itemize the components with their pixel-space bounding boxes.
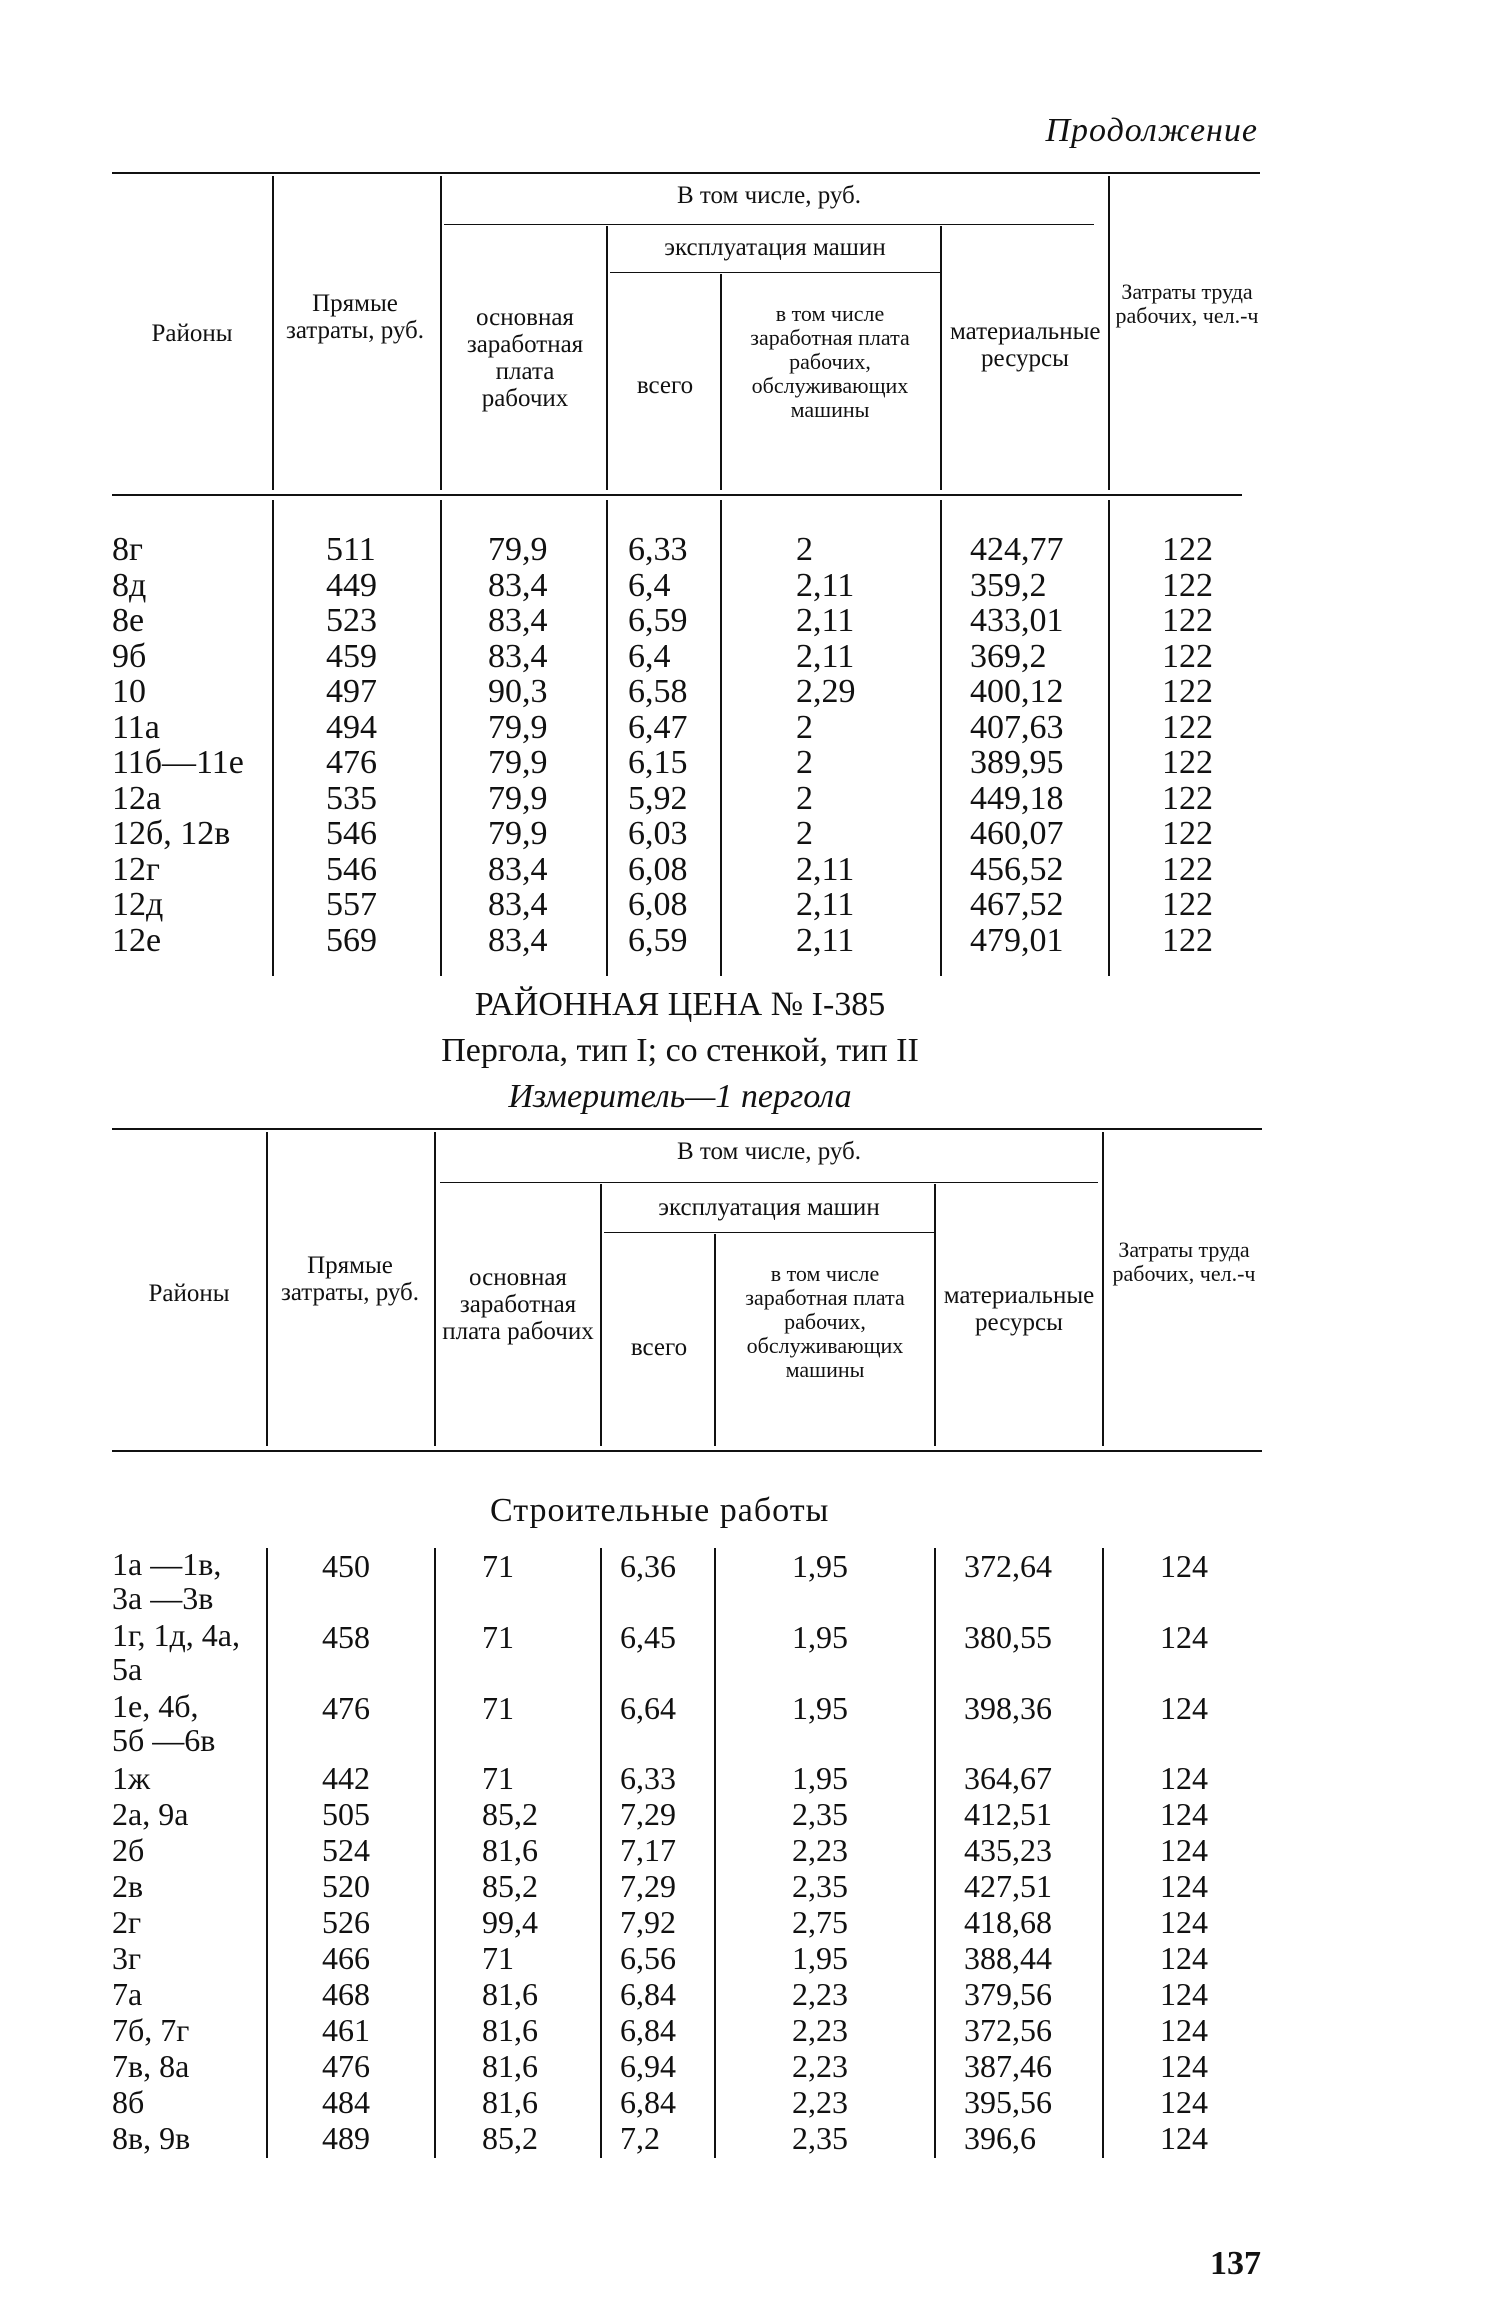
t2-cell: 85,2 bbox=[482, 1796, 538, 1832]
t2-cell: 7в, 8а bbox=[112, 2048, 190, 2084]
t2-cell: 427,51 bbox=[964, 1868, 1052, 1904]
header-districts: Районы bbox=[151, 320, 233, 347]
t1-cell: 83,4 bbox=[488, 921, 548, 959]
t2-header-districts: Районы bbox=[148, 1280, 230, 1307]
t2-cell: 372,64 bbox=[964, 1548, 1052, 1584]
price-subject: Пергола, тип I; со стенкой, тип II bbox=[441, 1032, 919, 1069]
t1-cell: 6,58 bbox=[628, 673, 688, 710]
t2-cell: 2,23 bbox=[792, 2048, 848, 2084]
t2-cell: 124 bbox=[1160, 1548, 1208, 1584]
t1-cell: 122 bbox=[1162, 744, 1213, 781]
t2-cell: 7,29 bbox=[620, 1796, 676, 1832]
t2-cell: 1г, 1д, 4а, bbox=[112, 1617, 240, 1653]
t2-cell: 7б, 7г bbox=[112, 2012, 190, 2048]
t2-cell: 476 bbox=[322, 1690, 370, 1726]
t1-cell: 79,9 bbox=[488, 815, 548, 852]
t1-cell: 122 bbox=[1162, 673, 1213, 710]
t1-cell: 79,9 bbox=[488, 779, 548, 817]
t1-cell: 433,01 bbox=[970, 602, 1064, 639]
t2-cell: 2б bbox=[112, 1832, 145, 1868]
header-total: всего bbox=[636, 372, 694, 399]
t2-cell: 3г bbox=[112, 1940, 142, 1976]
t1-cell: 122 bbox=[1162, 531, 1213, 568]
t2-cell: 2в bbox=[112, 1868, 144, 1904]
t2-cell: 124 bbox=[1160, 1976, 1208, 2012]
t1-cell: 122 bbox=[1162, 886, 1213, 923]
t2-cell: 71 bbox=[482, 1940, 514, 1976]
t2-cell: 7,92 bbox=[620, 1904, 676, 1940]
t2-cell: 71 bbox=[482, 1548, 514, 1584]
t1-cell: 83,4 bbox=[488, 850, 548, 888]
t2-cell: 3а —3в bbox=[112, 1580, 214, 1616]
t1-cell: 2,29 bbox=[796, 673, 856, 710]
t2-cell: 124 bbox=[1160, 1868, 1208, 1904]
t1-cell: 122 bbox=[1162, 921, 1213, 959]
t1-cell: 2,11 bbox=[796, 921, 855, 959]
t2-cell: 124 bbox=[1160, 1760, 1208, 1796]
t1-cell: 479,01 bbox=[970, 921, 1064, 959]
t2-cell: 2,23 bbox=[792, 1976, 848, 2012]
t1-cell: 389,95 bbox=[970, 744, 1064, 781]
t2-cell: 396,6 bbox=[964, 2120, 1036, 2156]
t2-cell: 6,84 bbox=[620, 1976, 676, 2012]
t1-cell: 2,11 bbox=[796, 566, 855, 604]
t2-cell: 1,95 bbox=[792, 1548, 848, 1584]
t2-cell: 7,29 bbox=[620, 1868, 676, 1904]
t2-cell: 2г bbox=[112, 1904, 142, 1940]
t2-cell: 1е, 4б, bbox=[112, 1688, 199, 1724]
t2-cell: 395,56 bbox=[964, 2084, 1052, 2120]
t1-cell: 460,07 bbox=[970, 815, 1064, 852]
t1-cell: 12б, 12в bbox=[112, 815, 231, 852]
t2-cell: 468 bbox=[322, 1976, 370, 2012]
t1-cell: 8г bbox=[112, 531, 143, 568]
t2-header-machine-operation: эксплуатация машин bbox=[658, 1194, 880, 1221]
t1-cell: 407,63 bbox=[970, 708, 1064, 746]
t1-cell: 6,59 bbox=[628, 602, 688, 639]
t2-header-materials: материальные ресурсы bbox=[943, 1282, 1095, 1336]
page-number: 137 bbox=[1210, 2245, 1261, 2282]
t2-cell: 124 bbox=[1160, 2048, 1208, 2084]
section-heading: Строительные работы bbox=[490, 1492, 830, 1529]
t1-cell: 79,9 bbox=[488, 531, 548, 568]
t1-cell: 2,11 bbox=[796, 637, 855, 675]
t1-cell: 122 bbox=[1162, 815, 1213, 852]
t1-cell: 523 bbox=[326, 602, 377, 639]
t2-cell: 71 bbox=[482, 1619, 514, 1655]
t2-cell: 124 bbox=[1160, 1832, 1208, 1868]
t2-cell: 2,23 bbox=[792, 2012, 848, 2048]
t1-cell: 6,59 bbox=[628, 921, 688, 959]
t2-cell: 7,17 bbox=[620, 1832, 676, 1868]
t1-cell: 9б bbox=[112, 637, 147, 675]
t1-cell: 122 bbox=[1162, 566, 1213, 604]
t2-cell: 484 bbox=[322, 2084, 370, 2120]
continuation-label: Продолжение bbox=[1045, 112, 1258, 149]
t2-cell: 461 bbox=[322, 2012, 370, 2048]
t1-cell: 6,15 bbox=[628, 744, 688, 781]
t2-cell: 450 bbox=[322, 1548, 370, 1584]
t2-cell: 1,95 bbox=[792, 1690, 848, 1726]
t2-cell: 5а bbox=[112, 1651, 143, 1687]
t2-cell: 380,55 bbox=[964, 1619, 1052, 1655]
t1-cell: 6,47 bbox=[628, 708, 688, 746]
t2-cell: 520 bbox=[322, 1868, 370, 1904]
t1-cell: 6,33 bbox=[628, 531, 688, 568]
t1-cell: 535 bbox=[326, 779, 377, 817]
t2-cell: 5б —6в bbox=[112, 1722, 216, 1758]
t1-cell: 6,08 bbox=[628, 886, 688, 923]
header-materials: материальные ресурсы bbox=[950, 318, 1101, 372]
header-direct-costs: Прямые затраты, руб. bbox=[285, 290, 425, 344]
t2-cell: 2,23 bbox=[792, 1832, 848, 1868]
t2-cell: 2,35 bbox=[792, 1796, 848, 1832]
t1-cell: 12г bbox=[112, 850, 160, 888]
t2-cell: 372,56 bbox=[964, 2012, 1052, 2048]
t2-cell: 6,33 bbox=[620, 1760, 676, 1796]
t2-cell: 2,35 bbox=[792, 2120, 848, 2156]
t2-cell: 442 bbox=[322, 1760, 370, 1796]
t1-cell: 6,4 bbox=[628, 566, 671, 604]
t1-cell: 12е bbox=[112, 921, 162, 959]
t2-cell: 71 bbox=[482, 1760, 514, 1796]
t1-cell: 369,2 bbox=[970, 637, 1047, 675]
header-incl-wage: в том числе заработная плата рабочих, обслуживающих машины bbox=[750, 301, 910, 422]
price-measure: Измеритель—1 пергола bbox=[508, 1078, 852, 1115]
t2-cell: 124 bbox=[1160, 2120, 1208, 2156]
t1-cell: 12д bbox=[112, 886, 164, 923]
t1-cell: 83,4 bbox=[488, 602, 548, 639]
t1-cell: 122 bbox=[1162, 637, 1213, 675]
t1-cell: 2,11 bbox=[796, 886, 855, 923]
t2-cell: 124 bbox=[1160, 1904, 1208, 1940]
t2-cell: 1,95 bbox=[792, 1619, 848, 1655]
t1-cell: 83,4 bbox=[488, 886, 548, 923]
t1-cell: 459 bbox=[326, 637, 377, 675]
t2-cell: 6,56 bbox=[620, 1940, 676, 1976]
t2-cell: 489 bbox=[322, 2120, 370, 2156]
t2-cell: 526 bbox=[322, 1904, 370, 1940]
t1-cell: 6,03 bbox=[628, 815, 688, 852]
t2-cell: 99,4 bbox=[482, 1904, 538, 1940]
t2-header-total: всего bbox=[630, 1334, 688, 1361]
t1-cell: 10 bbox=[112, 673, 146, 710]
t2-cell: 1,95 bbox=[792, 1760, 848, 1796]
t1-cell: 449,18 bbox=[970, 779, 1064, 817]
t2-cell: 124 bbox=[1160, 1690, 1208, 1726]
t1-cell: 11а bbox=[112, 708, 160, 746]
t1-cell: 8д bbox=[112, 566, 147, 604]
t2-cell: 6,84 bbox=[620, 2012, 676, 2048]
t2-cell: 1а —1в, bbox=[112, 1546, 222, 1582]
t2-cell: 476 bbox=[322, 2048, 370, 2084]
t1-cell: 12а bbox=[112, 779, 162, 817]
t2-cell: 2,35 bbox=[792, 1868, 848, 1904]
t1-cell: 2,11 bbox=[796, 850, 855, 888]
t2-cell: 85,2 bbox=[482, 1868, 538, 1904]
t2-cell: 81,6 bbox=[482, 2012, 538, 2048]
t1-cell: 546 bbox=[326, 850, 377, 888]
t2-cell: 7а bbox=[112, 1976, 143, 2012]
t2-header-direct-costs: Прямые затраты, руб. bbox=[280, 1252, 420, 1306]
t1-cell: 449 bbox=[326, 566, 377, 604]
t1-cell: 83,4 bbox=[488, 637, 548, 675]
t1-cell: 79,9 bbox=[488, 708, 548, 746]
header-labor: Затраты труда рабочих, чел.-ч bbox=[1115, 279, 1259, 328]
t1-cell: 122 bbox=[1162, 708, 1213, 746]
t2-cell: 412,51 bbox=[964, 1796, 1052, 1832]
t1-cell: 6,4 bbox=[628, 637, 671, 675]
t1-cell: 476 bbox=[326, 744, 377, 781]
t2-cell: 398,36 bbox=[964, 1690, 1052, 1726]
t2-cell: 6,84 bbox=[620, 2084, 676, 2120]
t1-cell: 400,12 bbox=[970, 673, 1064, 710]
t1-cell: 79,9 bbox=[488, 744, 548, 781]
t1-cell: 494 bbox=[326, 708, 377, 746]
t1-cell: 2 bbox=[796, 815, 813, 852]
t1-cell: 359,2 bbox=[970, 566, 1047, 604]
header-base-wage: основная заработная плата рабочих bbox=[466, 304, 584, 412]
t1-cell: 90,3 bbox=[488, 673, 548, 710]
t1-cell: 2 bbox=[796, 708, 813, 746]
t2-header-base-wage: основная заработная плата рабочих bbox=[442, 1264, 594, 1345]
t2-cell: 387,46 bbox=[964, 2048, 1052, 2084]
t2-cell: 124 bbox=[1160, 1619, 1208, 1655]
t2-cell: 124 bbox=[1160, 2012, 1208, 2048]
t1-cell: 2 bbox=[796, 779, 813, 817]
t2-cell: 505 bbox=[322, 1796, 370, 1832]
t2-cell: 388,44 bbox=[964, 1940, 1052, 1976]
t1-cell: 557 bbox=[326, 886, 377, 923]
t2-cell: 81,6 bbox=[482, 2084, 538, 2120]
t2-cell: 2,75 bbox=[792, 1904, 848, 1940]
t2-cell: 8в, 9в bbox=[112, 2120, 191, 2156]
t2-cell: 7,2 bbox=[620, 2120, 660, 2156]
header-including: В том числе, руб. bbox=[676, 182, 862, 209]
t2-cell: 418,68 bbox=[964, 1904, 1052, 1940]
t1-cell: 424,77 bbox=[970, 531, 1064, 568]
t1-cell: 122 bbox=[1162, 850, 1213, 888]
t2-cell: 435,23 bbox=[964, 1832, 1052, 1868]
price-title: РАЙОННАЯ ЦЕНА № I-385 bbox=[474, 986, 886, 1023]
t2-cell: 124 bbox=[1160, 1940, 1208, 1976]
t1-cell: 511 bbox=[326, 531, 376, 568]
t2-cell: 124 bbox=[1160, 1796, 1208, 1832]
t1-cell: 5,92 bbox=[628, 779, 688, 817]
t1-cell: 569 bbox=[326, 921, 377, 959]
t2-cell: 8б bbox=[112, 2084, 145, 2120]
t1-cell: 122 bbox=[1162, 602, 1213, 639]
t1-cell: 83,4 bbox=[488, 566, 548, 604]
t1-cell: 467,52 bbox=[970, 886, 1064, 923]
t2-cell: 6,45 bbox=[620, 1619, 676, 1655]
t2-header-incl-wage: в том числе заработная плата рабочих, обслуживающих машины bbox=[745, 1261, 905, 1382]
t1-cell: 456,52 bbox=[970, 850, 1064, 888]
t2-cell: 466 bbox=[322, 1940, 370, 1976]
t1-cell: 546 bbox=[326, 815, 377, 852]
t1-cell: 2 bbox=[796, 531, 813, 568]
t2-header-including: В том числе, руб. bbox=[676, 1138, 862, 1165]
t1-cell: 6,08 bbox=[628, 850, 688, 888]
t1-cell: 122 bbox=[1162, 779, 1213, 817]
t2-cell: 85,2 bbox=[482, 2120, 538, 2156]
t2-cell: 458 bbox=[322, 1619, 370, 1655]
t2-cell: 379,56 bbox=[964, 1976, 1052, 2012]
t2-cell: 81,6 bbox=[482, 2048, 538, 2084]
t1-cell: 497 bbox=[326, 673, 377, 710]
t1-cell: 8е bbox=[112, 602, 145, 639]
t2-cell: 2,23 bbox=[792, 2084, 848, 2120]
header-machine-operation: эксплуатация машин bbox=[664, 234, 886, 261]
t1-cell: 11б—11е bbox=[112, 744, 244, 781]
t1-cell: 2,11 bbox=[796, 602, 855, 639]
t2-cell: 524 bbox=[322, 1832, 370, 1868]
t2-cell: 1,95 bbox=[792, 1940, 848, 1976]
t1-cell: 2 bbox=[796, 744, 813, 781]
t2-cell: 364,67 bbox=[964, 1760, 1052, 1796]
t2-cell: 6,36 bbox=[620, 1548, 676, 1584]
t2-cell: 2а, 9а bbox=[112, 1796, 189, 1832]
t2-cell: 81,6 bbox=[482, 1976, 538, 2012]
t2-cell: 1ж bbox=[112, 1760, 151, 1796]
t2-header-labor: Затраты труда рабочих, чел.-ч bbox=[1112, 1237, 1256, 1286]
t2-cell: 6,64 bbox=[620, 1690, 676, 1726]
t2-cell: 6,94 bbox=[620, 2048, 676, 2084]
t2-cell: 71 bbox=[482, 1690, 514, 1726]
t2-cell: 124 bbox=[1160, 2084, 1208, 2120]
t2-cell: 81,6 bbox=[482, 1832, 538, 1868]
